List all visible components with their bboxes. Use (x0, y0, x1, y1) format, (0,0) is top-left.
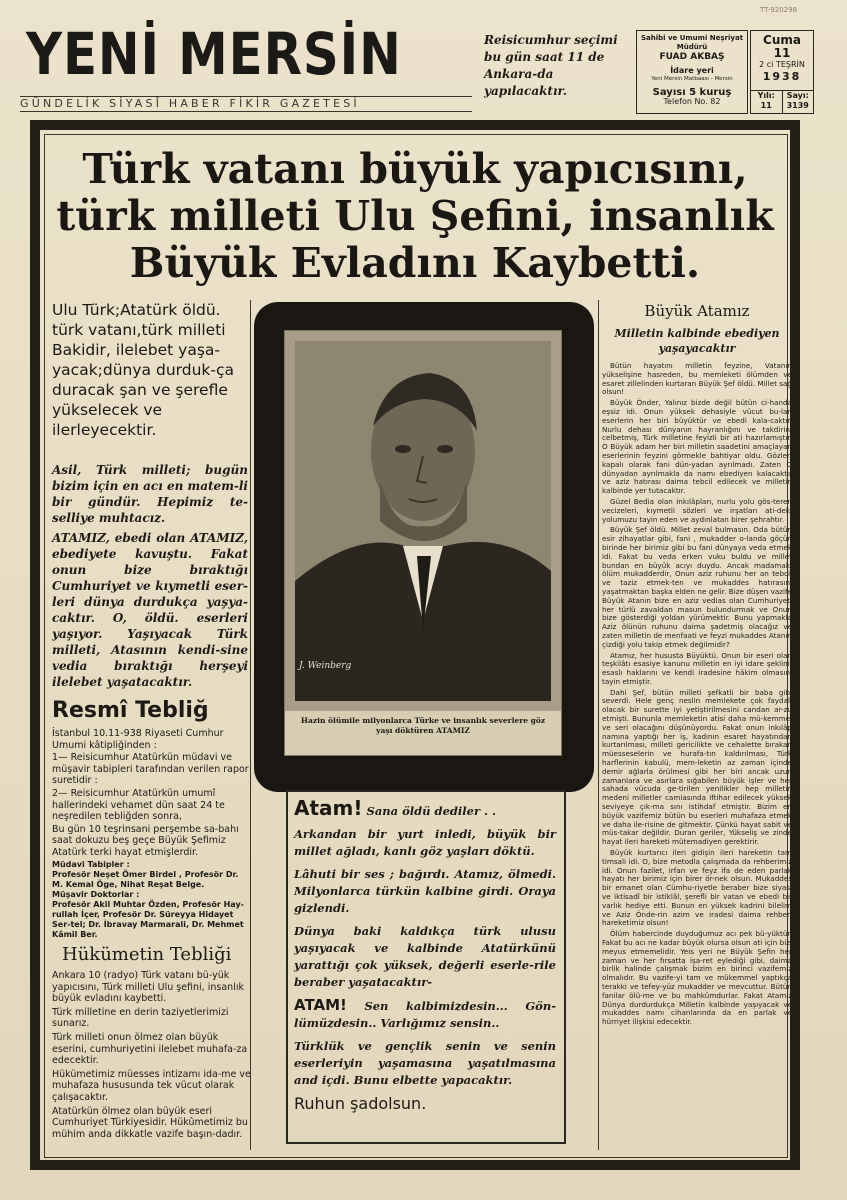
poem-opening-rest: Sana öldü dediler . . (366, 804, 497, 818)
poem-closing: Ruhun şadolsun. (294, 1094, 427, 1113)
owner-label: Sahibi ve Umumi Neşriyat Müdürü (640, 34, 744, 51)
left-italic-paragraph-1: Asil, Türk milleti; bugün bizim için en acı en matem-li bir gündür. Hepimiz te-selliye muhtacız. (52, 463, 248, 525)
photographer-signature: J. Weinberg (299, 661, 352, 671)
main-headline: Türk vatanı büyük yapıcısını, türk milleti Ulu Şefini, insanlık Büyük Evladını Kaybetti. (56, 145, 774, 287)
right-paragraph: Atamız, her hususta Büyüktü. Onun bir eseri olan teşkilâtı esasiye kanunu milletin en iyi idare şeklini, esaslı haklarını ve kendi iradesine hâkim olmasını tayin etmiştir. (602, 650, 792, 686)
hukumet-paragraph: Türk milleti onun ölmez olan büyük eserini, cumhuriyetini ilelebet muhafa-za edecektir. (52, 1031, 248, 1067)
month: 2 ci TEŞRİN (759, 60, 805, 69)
poem-text (294, 796, 556, 1118)
date-box (750, 30, 814, 114)
left-italic-paragraph-2: ATAMIZ, ebedi olan ATAMIZ, ebediyete kavuştu. Fakat onun bize bıraktığı Cumhuriyet ve kıymetli eser-leri dünya durdukça yaşya-caktır. O, öldü. eserleri yaşıyor. Yaşıyacak Türk milleti, Atasının kendi-sine vedia bıraktığı herşeyi ilelebet yaşatacaktır. (52, 531, 248, 689)
phone: Telefon No. 82 (663, 97, 721, 106)
weekday: Cuma (763, 33, 801, 47)
archive-stamp: TT-920298 (760, 6, 798, 14)
doctors-line: Müdavi Tabipler : (52, 859, 130, 869)
volume: 11 (760, 101, 772, 110)
volume-issue-row (751, 90, 813, 113)
poem-atam-second: ATAM! (294, 996, 347, 1014)
resmi-teblig-heading: Resmî Tebliğ (52, 698, 209, 723)
portrait-caption: Hazin ölümile milyonlarca Türke ve insanlık severlere göz yaşı döktüren ATAMIZ (300, 716, 546, 735)
poem-atam-heading: Atam! (294, 796, 363, 820)
resmi-teblig-body (52, 728, 252, 940)
hukumet-paragraph: Ankara 10 (radyo) Türk vatanı bü-yük yapıcısını, Türk milleti Ulu şefini, insanlık büyük evladını kaybetti. (52, 970, 244, 1005)
owner-name: FUAD AKBAŞ (659, 52, 725, 62)
hukumet-teblig-body (52, 970, 252, 1142)
right-paragraph: Güzel Bedia olan inkılâpları, nurlu yolu gös-teren vecizeleri, kıymetli sözleri ve irşatları ati-deki yolumuzu tayin eden ve aydınlatan birer şehrahtır. (602, 496, 792, 524)
right-column-subtitle: Milletin kalbinde ebediyen yaşayacaktır (614, 327, 780, 355)
right-paragraph: Ölüm habercinde duyduğumuz acı pek bü-yüktür. Fakat bu acı ne kadar büyük olursa olsun ati için bizi meyus etmemelidir. Yeis yeri ne Büyük Şefin her zaman ve her fırsatta işa-ret eylediği gibi, daima birlik halinde çalışmak bizim en birinci vazifemiz olmalıdır. Bu vazife-yi tam ve mükemmel yaptıkça terakki ve tefey-yüz mukadder ve mevcuttur. Bütün fanilar ölü-me ve bu mahkûmdurlar. Fakat Atamız Dünya durdurdukça Milletin kalbinde yaşıyacak ve mukaddes namı cihanlarında da en parlak ve hürriyet ilişkisi edecektir. (602, 929, 792, 1027)
masthead-title: YENİ MERSİN (26, 20, 402, 88)
right-column-article (602, 362, 792, 1029)
doctors-line: Profesör Neşet Ömer Birdel , Profesör Dr. M. Kemal Öge, Nihat Reşat Belge. (52, 869, 239, 889)
office-label: İdare yeri (670, 66, 714, 75)
poem-second-opening (294, 997, 556, 1032)
poem-second-rest: Sen kalbimizdesin... Gön-lümüzdesin.. Varlığımız sensin.. (294, 999, 556, 1030)
poem-opening (294, 796, 556, 820)
hukumet-teblig-heading: Hükümetin Tebliği (62, 944, 232, 965)
volume-cell (751, 91, 783, 113)
right-paragraph: Büyük kurtarıcı ileri gidişin ileri hareketin tam timsali idi. O, bize metodla çalışmada da rehberimiz idi. Onun fazilet, irfan ve feyz ifa de eden parlak hayatı her birimiz için birer ör-nek olsun. Mukaddes bir emanet olan Cümhu-riyetle beraber bize siyasî ve iktisadî bir istiklâl, şerefli bir vatan ve ebedi bir varlık hediye etti. Bunun en yüksek kadrini bilelim ve Aziz Önde-rin azim ve iradesi daima rehberi hareketimiz olsun! (602, 848, 792, 928)
issue: 3139 (786, 101, 809, 110)
column-divider-right (598, 300, 599, 1150)
portrait-illustration (285, 331, 561, 711)
doctors-line: Profesör Akil Muhtar Özden, Profesör Hay-rullah İçer, Profesör Dr. Süreyya Hidayet Ser-tel; Dr. İbravay Marmarali, Dr. Mehmet Kâmil Ber. (52, 899, 244, 939)
resmi-paragraph: 2— Reisicumhur Atatürkün umumî hallerindeki vehamet dün saat 24 te neşredilen tebliğden sonra, (52, 787, 225, 823)
right-paragraph: Bütün hayatını milletin feyzine, Vatanın yükselişine hasreden, bu memleketi ölümden ve esaret zillelinden kurtaran Büyük Şef öldü. Millet sağ olsun! (602, 361, 792, 397)
issue-label: Sayı: (786, 91, 809, 100)
price: Sayısı 5 kuruş (652, 87, 732, 98)
poem-stanza: Lâhuti bir ses ; bağırdı. Atamız, ölmedi. Milyonlarca türkün kalbine girdi. Oraya gizlendi. (294, 867, 556, 915)
left-lead-text: Ulu Türk;Atatürk öldü. türk vatanı,türk milleti Bakidir, ilelebet yaşa-yacak;dünya durduk-ça duracak şan ve şerefle yükselecek ve ilerleyecektir. (52, 301, 234, 439)
poem-stanza: Dünya baki kaldıkça türk ulusu yaşıyacak ve kalbinde Atatürkünü yarattığı çok yüksek, değerli eserle-rile beraber yaşatacaktır- (294, 924, 556, 989)
right-paragraph: Dahi Şef, bütün milleti şefkatli bir baba gibi severdi. Hele genç neslin memlekete çok faydalı olacak bir surette iyi yetiştirilmesini candan ar-zu etmişti. Bununla memleketin atisi daha mü-kemmel ve seri olacağını düşünüyordu. Fakat onun inkılâp namına yaptığı her iş, kadının esaret hayatından kurtarılması, milleti gericilikte ve cehalette bırakan müesseselerin ve hurafa-tın kaldırılması, Türk harflerinin kabulü, mem-leketin az zaman içinde demir ağlarla örülmesi gibi her biri ancak uzun zamanlara ve asırlara sığabilen büyük işler ve her sahada vücuda ge-tirilen yenilikler hep milletin medeni milletler camiasında iftihar edilecek yüksek seviyeye çık-ma sını istihdaf etmiştir. Bizim en büyük vazifemiz bütün bu eserleri muhafaza etmek ve daha ile-risine de gitmektir. Çünkü hayat sabit ve müs-takar değildir. Duran geriler, Yükseliş ve zinde hayat ileri hareketi mütemadiyen gerektirir. (602, 687, 792, 847)
publisher-info-box (636, 30, 748, 114)
year: 1938 (762, 70, 802, 83)
resmi-paragraph: Bu gün 10 teşrinsani perşembe sa-bahı saat dokuzu beş geçe Büyük Şefimiz Atatürk terki hayat etmişlerdir. (52, 823, 239, 858)
hukumet-paragraph: Atatürkün ölmez olan büyük eseri Cumhuriyet Türkiyesidir. Hükûmetimiz bu mühim anda dikkatle vazife başın-dadır. (52, 1105, 248, 1140)
right-paragraph: Büyük Şef öldü. Millet zeval bulmasın. Oda bütün esir zihayatlar gibi, fani , mukadder o-landa göçün birinde her birimiz gibi bu fani dünyaya veda etmek idi. Fakat bu veda erken vuku buldu ve millet bundan en büyük acıyı duydu. Ancak madamaki ölüm mukadderdir, Onun aziz ruhunu her an tebcil ve taziz etmek-ten ve mukaddes hatırasını yaşatmaktan başka elden ne gelir. Bize düşen vazife Büyük Atanın bize en aziz vedias olan Cumhuriyeti her türlü zavaldan masun bulundurmak ve Onun bize gösterdiği yoldan yürümektir. Bunu yapmakla Aziz ölünün ruhunu daima şadetmiş olacağız ve zaten milletin de menfaati ve feyzi mukaddes Atanın çizdiği yolu takip etmek değilmidir? (602, 525, 792, 649)
resmi-paragraph: 1— Reisicumhur Atatürkün müdavi ve müşavir tabipleri tarafından verilen rapor suretidir : (52, 752, 249, 787)
hukumet-paragraph: Hükümetimiz müesses intizamı ida-me ve muhafaza hususunda tek vücut olarak çalışacaktır. (52, 1068, 251, 1103)
right-paragraph: Büyük Önder, Yalınız bizde değil bütün ci-handa eşsiz idi. Onun yüksek dehasiyle vücut bu-lan eserlerin her biri büyüktür ve ebedi kala-caktır. Nurlu dehası dünyanın hayranlığını ve takdirini celbetmiş, Türk milletine feyizli bir ati hazırlamıştır. O Büyük adam her biri milletin saadetini amaçlayan eserlerinin feyzini görmekle bahtiyar oldu. Gözleri kapalı olarak fani dün-yadan ayrılmadı. Zaten O dünyadan ayrılmakla da namı ebediyen kalacaktır ve aziz hatırası daima tebcil edilecek ve milletin kalbinde yer tutacaktır. (602, 398, 792, 496)
office-address: Yeni Mersin Matbaası - Mersin (651, 76, 733, 82)
poem-stanza: Arkandan bir yurt inledi, büyük bir millet ağladı, kanlı göz yaşları döktü. (294, 827, 556, 858)
masthead-subline: GÜNDELİK SİYASÎ HABER FİKİR GAZETESİ (20, 96, 472, 112)
right-column-title: Büyük Atamız (644, 302, 750, 320)
poem-stanza: Türklük ve gençlik senin ve senin eserleriyin yaşamasına yaşatılmasına and içdi. Bunu elbette yapacaktır. (294, 1039, 556, 1087)
election-note: Reisicumhur seçimi bu gün saat 11 de Ankara-da yapılacaktır. (484, 33, 618, 98)
doctors-line: Müşavir Doktorlar : (52, 889, 140, 899)
hukumet-paragraph: Türk milletine en derin taziyetlerimizi sunarız. (52, 1006, 229, 1030)
day-number: 11 (773, 46, 791, 60)
portrait-photo (284, 330, 562, 756)
issue-cell (783, 91, 814, 113)
volume-label: Yılı: (757, 91, 775, 100)
resmi-paragraph: İstanbul 10.11-938 Riyaseti Cumhur Umumi kâtipliğinden : (52, 728, 224, 751)
